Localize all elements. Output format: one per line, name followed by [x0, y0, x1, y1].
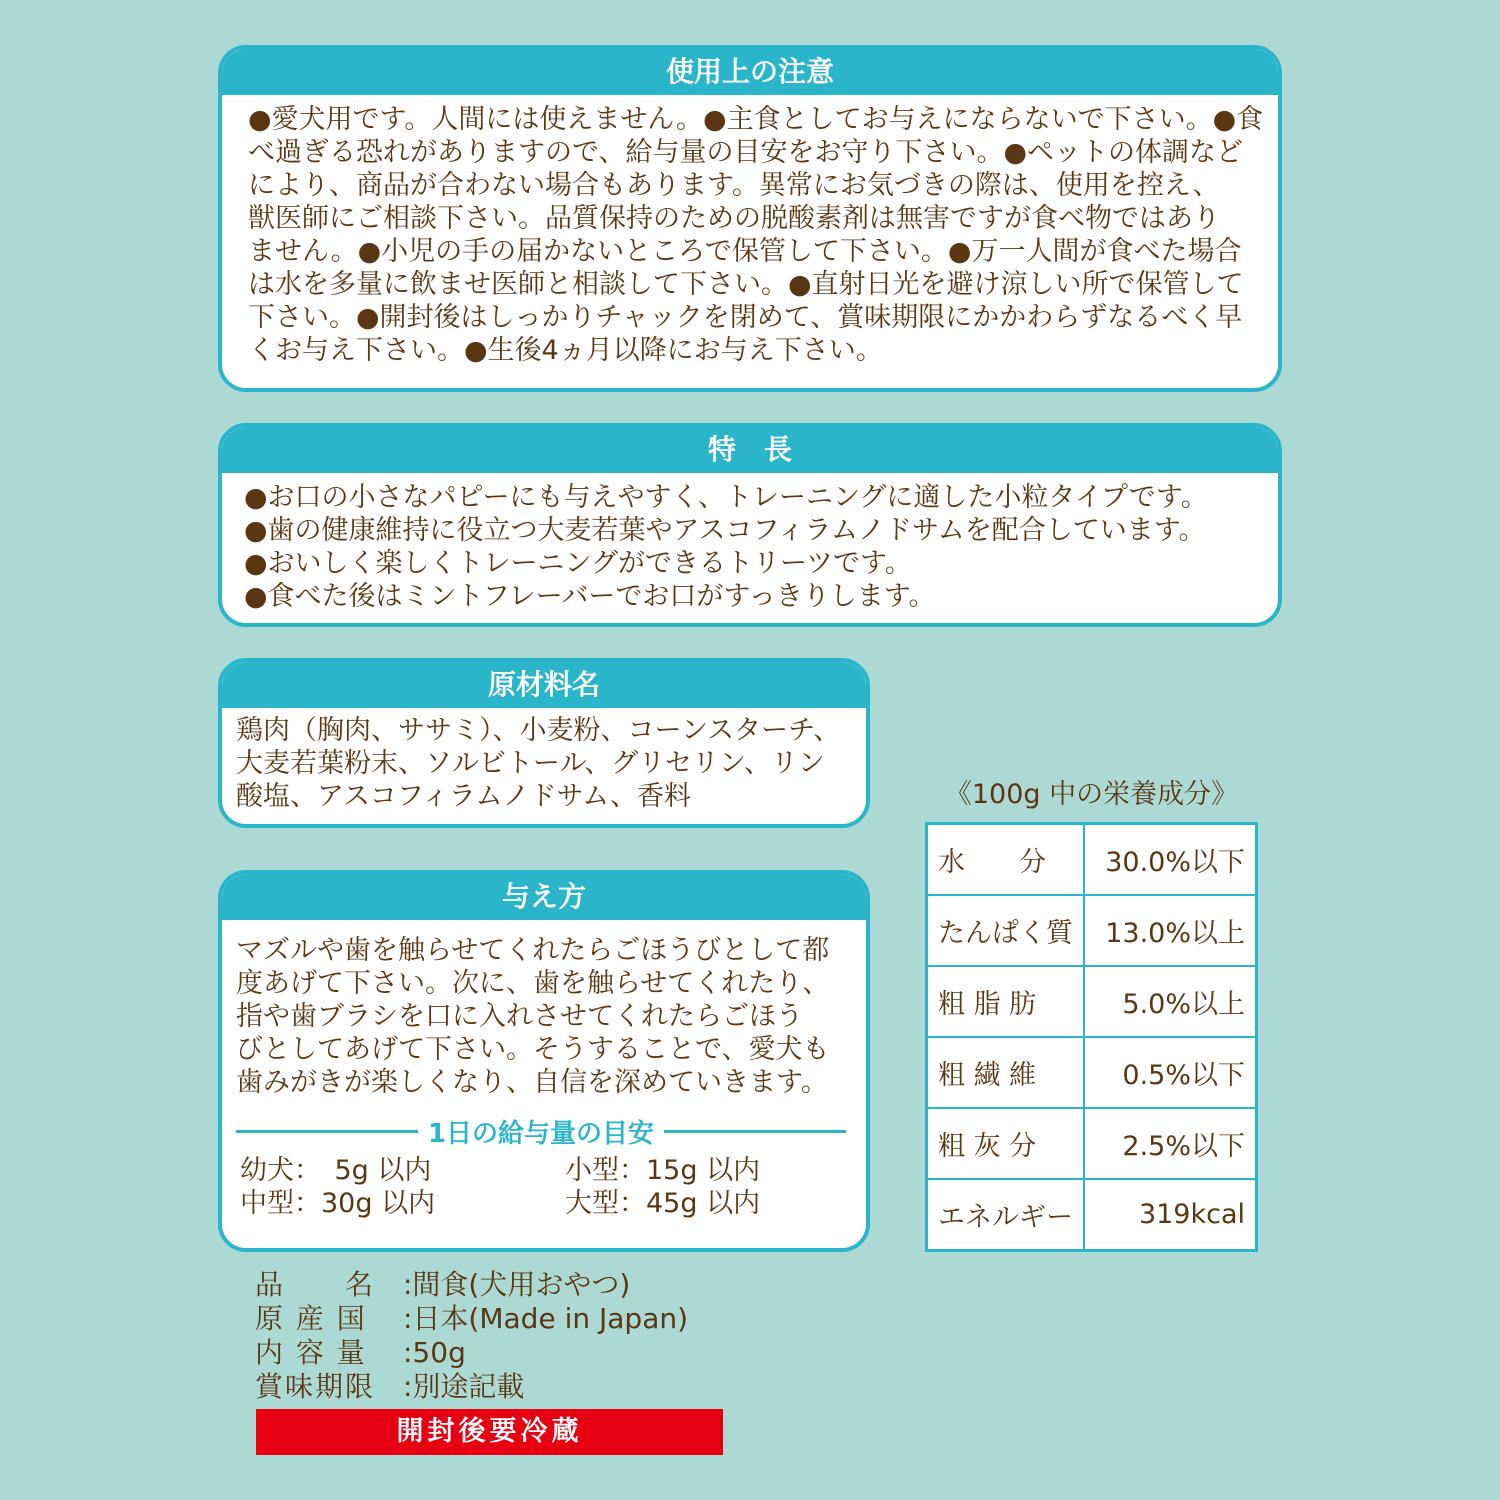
table-row [927, 966, 1257, 1037]
spec-label: 原 産 国 [255, 1302, 367, 1335]
features-title: 特 長 [222, 427, 1278, 473]
howto-line: 度あげて下さい。次に、歯を触らせてくれたり、 [236, 968, 830, 999]
howto-title: 与え方 [222, 874, 866, 920]
feeding-guide-heading [236, 1113, 846, 1150]
feature-line: ●おいしく楽しくトレーニングができるトリーツです。 [244, 548, 912, 579]
nutrient-value: 5.0%以上 [1084, 966, 1257, 1037]
nutrient-value: 319kcal [1084, 1179, 1257, 1251]
divider [664, 1130, 846, 1133]
spec-row [255, 1336, 688, 1370]
feature-line: ●歯の健康維持に役立つ大麦若葉やアスコフィラムノドサムを配合しています。 [244, 515, 1206, 546]
caution-line: べ過ぎる恐れがありますので、給与量の目安をお守り下さい。●ペットの体調など [248, 137, 1244, 168]
nutrition-table [925, 822, 1258, 1252]
nutrition-title: 《100g 中の栄養成分》 [944, 779, 1239, 810]
spec-row [255, 1302, 688, 1336]
spec-label: 品 名 [255, 1268, 376, 1301]
divider [236, 1130, 418, 1133]
spec-label: 内 容 量 [255, 1336, 367, 1369]
feature-line: ●お口の小さなパピーにも与えやすく、トレーニングに適した小粒タイプです。 [244, 482, 1208, 513]
spec-value: :50g [403, 1336, 466, 1369]
nutrient-name: 水 分 [927, 824, 1085, 896]
caution-title: 使用上の注意 [222, 49, 1278, 95]
nutrient-name: たんぱく質 [927, 895, 1085, 966]
ingredients-line: 大麦若葉粉末、ソルビトール、グリセリン、リン [236, 748, 825, 779]
spec-value: :日本(Made in Japan) [403, 1302, 689, 1335]
howto-panel [218, 870, 870, 1252]
nutrient-value: 0.5%以下 [1084, 1037, 1257, 1108]
amount-medium: 中型：30g 以内 [240, 1188, 436, 1219]
nutrient-value: 30.0%以下 [1084, 824, 1257, 896]
amount-puppy: 幼犬： 5g 以内 [240, 1155, 432, 1186]
howto-line: 指や歯ブラシを口に入れさせてくれたらごほう [236, 1001, 803, 1032]
spec-value: :別途記載 [403, 1370, 525, 1403]
howto-line: マズルや歯を触らせてくれたらごほうびとして都 [236, 935, 830, 966]
spec-value: :間食(犬用おやつ) [403, 1268, 631, 1301]
spec-row [255, 1268, 688, 1302]
table-row [927, 895, 1257, 966]
table-row [927, 1037, 1257, 1108]
caution-line: 獣医師にご相談下さい。品質保持のための脱酸素剤は無害ですが食べ物ではあり [248, 203, 1220, 234]
nutrient-value: 13.0%以上 [1084, 895, 1257, 966]
table-row [927, 1179, 1257, 1251]
caution-line: は水を多量に飲ませ医師と相談して下さい。●直射日光を避け涼しい所で保管して [248, 269, 1244, 300]
feature-line: ●食べた後はミントフレーバーでお口がすっきりします。 [244, 581, 936, 612]
ingredients-line: 酸塩、アスコフィラムノドサム、香料 [236, 781, 691, 812]
feeding-guide-title: 1日の給与量の目安 [427, 1119, 655, 1149]
features-panel [218, 423, 1282, 627]
nutrient-name: エネルギー [927, 1179, 1085, 1251]
caution-line: ません。●小児の手の届かないところで保管して下さい。●万一人間が食べた場合 [248, 236, 1242, 267]
caution-panel [218, 45, 1282, 392]
ingredients-line: 鶏肉（胸肉、ササミ）、小麦粉、コーンスターチ、 [236, 715, 841, 746]
caution-line: 下さい。●開封後はしっかりチャックを閉めて、賞味期限にかかわらずなるべく早 [248, 302, 1243, 333]
nutrient-value: 2.5%以下 [1084, 1108, 1257, 1179]
refrigerate-banner: 開封後要冷蔵 [256, 1409, 723, 1455]
product-spec [255, 1268, 688, 1404]
caution-line: ●愛犬用です。人間には使えません。●主食としてお与えにならないで下さい。●食 [248, 104, 1264, 135]
amount-small: 小型：15g 以内 [565, 1155, 761, 1186]
caution-line: により、商品が合わない場合もあります。異常にお気づきの際は、使用を控え、 [248, 170, 1220, 201]
howto-line: 歯みがきが楽しくなり、自信を深めていきます。 [236, 1067, 828, 1098]
nutrient-name: 粗 繊 維 [927, 1037, 1085, 1108]
nutrient-name: 粗 脂 肪 [927, 966, 1085, 1037]
amount-large: 大型：45g 以内 [565, 1188, 761, 1219]
ingredients-title: 原材料名 [222, 662, 866, 708]
spec-label: 賞味期限 [255, 1370, 376, 1403]
spec-row [255, 1370, 688, 1404]
howto-line: びとしてあげて下さい。そうすることで、愛犬も [236, 1034, 830, 1065]
table-row [927, 824, 1257, 896]
feeding-amounts [236, 1154, 866, 1220]
table-row [927, 1108, 1257, 1179]
ingredients-panel [218, 658, 870, 828]
caution-line: くお与え下さい。●生後4ヵ月以降にお与え下さい。 [248, 335, 883, 366]
nutrient-name: 粗 灰 分 [927, 1108, 1085, 1179]
